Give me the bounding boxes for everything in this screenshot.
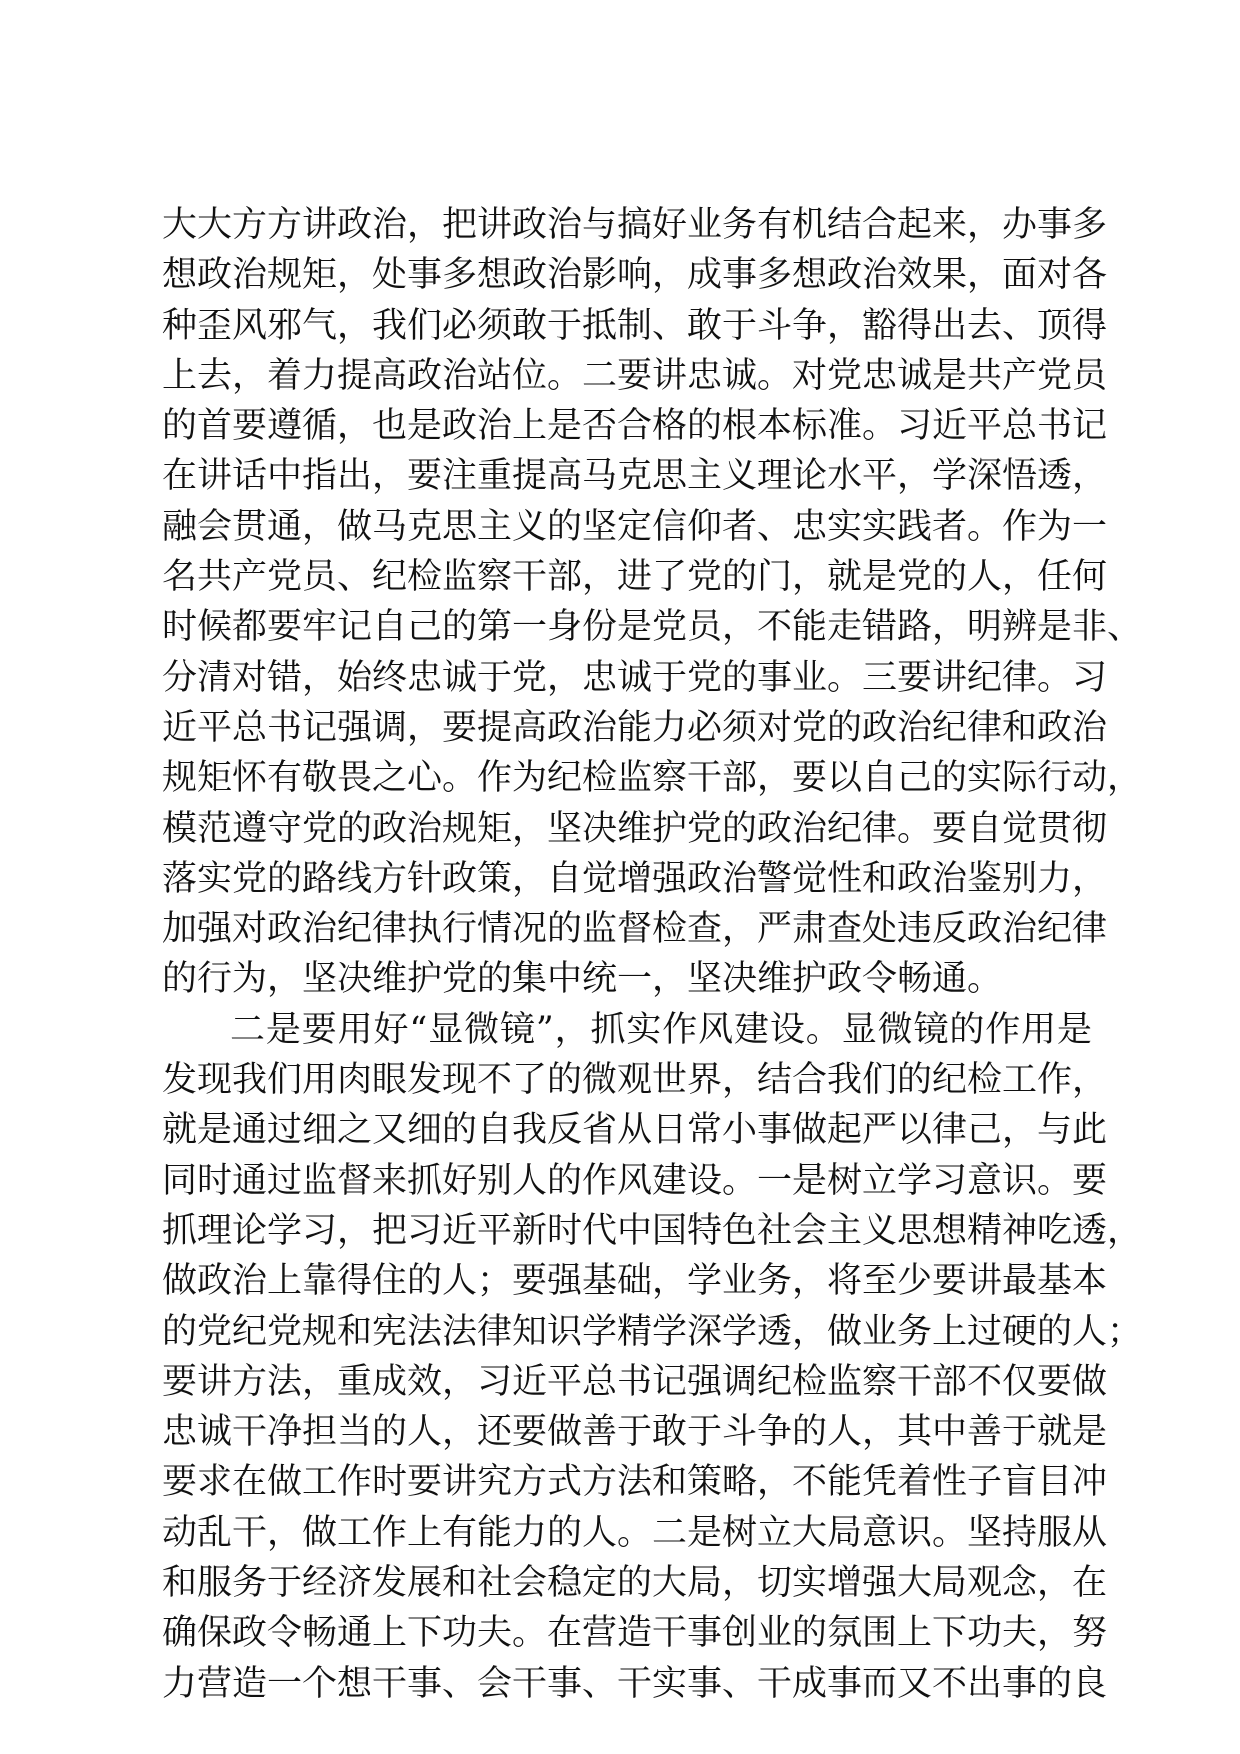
- text-line: 上去，着力提高政治站位。二要讲忠诚。对党忠诚是共产党员: [162, 355, 1108, 396]
- text-line: 时候都要牢记自己的第一身份是党员，不能走错路，明辨是非、: [162, 607, 1143, 648]
- text-line: 的首要遵循，也是政治上是否合格的根本标准。习近平总书记: [162, 406, 1108, 447]
- text-line: 融会贯通，做马克思主义的坚定信仰者、忠实实践者。作为一: [162, 506, 1108, 547]
- text-line: 就是通过细之又细的自我反省从日常小事做起严以律己，与此: [162, 1110, 1108, 1151]
- text-line: 种歪风邪气，我们必须敢于抵制、敢于斗争，豁得出去、顶得: [162, 305, 1108, 346]
- text-line: 模范遵守党的政治规矩，坚决维护党的政治纪律。要自觉贯彻: [162, 808, 1108, 849]
- text-line: 要讲方法，重成效，习近平总书记强调纪检监察干部不仅要做: [162, 1361, 1108, 1402]
- text-line: 确保政令畅通上下功夫。在营造干事创业的氛围上下功夫，努: [162, 1613, 1108, 1654]
- text-line: 名共产党员、纪检监察干部，进了党的门，就是党的人，任何: [162, 557, 1108, 598]
- text-line: 分清对错，始终忠诚于党，忠诚于党的事业。三要讲纪律。习: [162, 657, 1108, 698]
- text-line: 想政治规矩，处事多想政治影响，成事多想政治效果，面对各: [162, 255, 1108, 296]
- text-line: 加强对政治纪律执行情况的监督检查，严肃查处违反政治纪律: [162, 909, 1108, 950]
- text-line: 力营造一个想干事、会干事、干实事、干成事而又不出事的良: [162, 1663, 1108, 1704]
- text-line: 近平总书记强调，要提高政治能力必须对党的政治纪律和政治: [162, 707, 1108, 748]
- text-line: 落实党的路线方针政策，自觉增强政治警觉性和政治鉴别力，: [162, 858, 1108, 899]
- text-line: 的党纪党规和宪法法律知识学精学深学透，做业务上过硬的人；: [162, 1311, 1143, 1352]
- text-line: 要求在做工作时要讲究方式方法和策略，不能凭着性子盲目冲: [162, 1462, 1108, 1503]
- text-line: 在讲话中指出，要注重提高马克思主义理论水平，学深悟透，: [162, 456, 1108, 497]
- paragraph-start-line: 二是要用好“显微镜”，抓实作风建设。显微镜的作用是: [230, 1009, 1092, 1050]
- text-line: 规矩怀有敬畏之心。作为纪检监察干部，要以自己的实际行动，: [162, 758, 1143, 799]
- text-line: 和服务于经济发展和社会稳定的大局，切实增强大局观念，在: [162, 1563, 1108, 1604]
- text-line: 忠诚干净担当的人，还要做善于敢于斗争的人，其中善于就是: [162, 1412, 1108, 1453]
- body-text: [162, 200, 1143, 1709]
- text-line: 抓理论学习，把习近平新时代中国特色社会主义思想精神吃透，: [162, 1210, 1143, 1251]
- text-line: 动乱干，做工作上有能力的人。二是树立大局意识。坚持服从: [162, 1512, 1108, 1553]
- text-line: 同时通过监督来抓好别人的作风建设。一是树立学习意识。要: [162, 1160, 1108, 1201]
- text-line: 大大方方讲政治，把讲政治与搞好业务有机结合起来，办事多: [162, 205, 1108, 245]
- text-line: 发现我们用肉眼发现不了的微观世界，结合我们的纪检工作，: [162, 1060, 1108, 1101]
- text-line: 做政治上靠得住的人；要强基础，学业务，将至少要讲最基本: [162, 1261, 1108, 1302]
- paragraph-end-line: 的行为，坚决维护党的集中统一，坚决维护政令畅通。: [162, 959, 1003, 1000]
